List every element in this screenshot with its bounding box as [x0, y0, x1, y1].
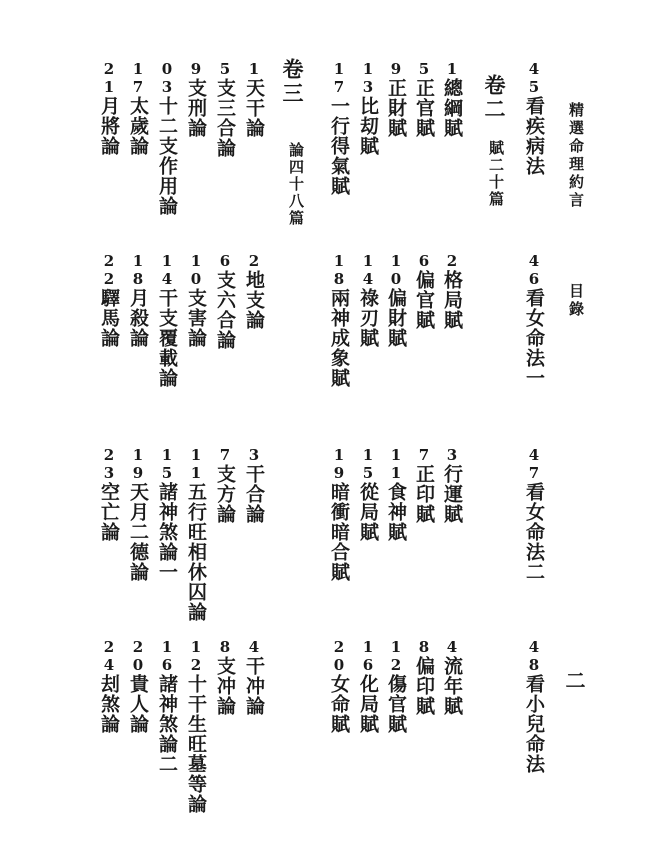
entry-number: 9: [387, 60, 405, 78]
toc-entry[interactable]: [186, 252, 205, 348]
toc-entry[interactable]: [358, 638, 377, 734]
entry-title: 諸神煞論二: [156, 674, 178, 774]
entry-title: 偏印賦: [413, 656, 435, 716]
entry-number: 48: [525, 638, 543, 674]
entry-number: 2: [245, 252, 263, 270]
book-title: 精選命理約言: [567, 102, 585, 210]
toc-entry[interactable]: [329, 446, 348, 582]
toc-entry[interactable]: [244, 60, 263, 138]
entry-number: 21: [100, 60, 118, 96]
entry-title: 十二支作用論: [156, 96, 178, 216]
entry-number: 03: [158, 60, 176, 96]
entry-number: 5: [216, 60, 234, 78]
toc-entry[interactable]: [186, 446, 205, 622]
volume-2-heading: 卷二: [482, 74, 507, 122]
toc-entry[interactable]: [215, 252, 234, 350]
entry-number: 7: [415, 446, 433, 464]
volume-3-note: 論四十八篇: [287, 142, 305, 227]
entry-title: 支冲論: [214, 656, 236, 716]
entry-number: 16: [158, 638, 176, 674]
entry-number: 3: [443, 446, 461, 464]
toc-entry[interactable]: [329, 60, 348, 196]
entry-title: 十干生旺墓等論: [185, 674, 207, 814]
toc-entry[interactable]: [128, 638, 147, 734]
entry-title: 支六合論: [214, 270, 236, 350]
entry-number: 1: [443, 60, 461, 78]
entry-title: 看小兒命法: [523, 674, 545, 774]
entry-number: 45: [525, 60, 543, 96]
toc-entry[interactable]: [524, 638, 543, 774]
entry-number: 19: [129, 446, 147, 482]
toc-entry[interactable]: [99, 446, 118, 542]
toc-entry[interactable]: [329, 252, 348, 388]
entry-number: 15: [158, 446, 176, 482]
entry-title: 總綱賦: [441, 78, 463, 138]
entry-number: 17: [330, 60, 348, 96]
toc-entry[interactable]: [386, 60, 405, 138]
entry-title: 支方論: [214, 464, 236, 524]
entry-number: 14: [158, 252, 176, 288]
entry-title: 一行得氣賦: [328, 96, 350, 196]
entry-title: 正財賦: [385, 78, 407, 138]
entry-title: 刦煞論: [98, 674, 120, 734]
entry-title: 女命賦: [328, 674, 350, 734]
entry-number: 23: [100, 446, 118, 482]
entry-number: 15: [359, 446, 377, 482]
entry-title: 食神賦: [385, 482, 407, 542]
entry-number: 3: [245, 446, 263, 464]
entry-number: 22: [100, 252, 118, 288]
entry-title: 偏財賦: [385, 288, 407, 348]
entry-title: 行運賦: [441, 464, 463, 524]
entry-title: 支三合論: [214, 78, 236, 158]
entry-number: 20: [129, 638, 147, 674]
toc-entry[interactable]: [442, 446, 461, 524]
toc-entry[interactable]: [358, 60, 377, 156]
toc-entry[interactable]: [215, 638, 234, 716]
toc-entry[interactable]: [524, 252, 543, 388]
entry-title: 支害論: [185, 288, 207, 348]
entry-title: 五行旺相休囚論: [185, 482, 207, 622]
toc-entry[interactable]: [157, 638, 176, 774]
entry-title: 從局賦: [357, 482, 379, 542]
entry-number: 1: [245, 60, 263, 78]
page-number: 二: [562, 670, 586, 690]
entry-number: 24: [100, 638, 118, 674]
entry-title: 驛馬論: [98, 288, 120, 348]
entry-title: 月將論: [98, 96, 120, 156]
entry-title: 看疾病法: [523, 96, 545, 176]
toc-entry[interactable]: [128, 446, 147, 582]
toc-entry[interactable]: [386, 638, 405, 734]
toc-entry[interactable]: [524, 446, 543, 582]
entry-title: 月殺論: [127, 288, 149, 348]
toc-entry[interactable]: [414, 252, 433, 330]
toc-entry[interactable]: [414, 446, 433, 524]
entry-number: 19: [330, 446, 348, 482]
entry-number: 11: [387, 446, 405, 482]
entry-title: 天月二德論: [127, 482, 149, 582]
entry-title: 化局賦: [357, 674, 379, 734]
toc-entry[interactable]: [442, 638, 461, 716]
entry-number: 46: [525, 252, 543, 288]
toc-entry[interactable]: [524, 60, 543, 176]
entry-title: 諸神煞論一: [156, 482, 178, 582]
toc-entry[interactable]: [157, 60, 176, 216]
entry-title: 干合論: [243, 464, 265, 524]
entry-title: 空亡論: [98, 482, 120, 542]
entry-title: 流年賦: [441, 656, 463, 716]
toc-entry[interactable]: [99, 60, 118, 156]
entry-number: 11: [187, 446, 205, 482]
entry-title: 正官賦: [413, 78, 435, 138]
entry-number: 5: [415, 60, 433, 78]
entry-number: 47: [525, 446, 543, 482]
entry-title: 太歲論: [127, 96, 149, 156]
toc-entry[interactable]: [128, 60, 147, 156]
toc-entry[interactable]: [157, 252, 176, 388]
entry-number: 9: [187, 60, 205, 78]
entry-number: 12: [187, 638, 205, 674]
toc-entry[interactable]: [99, 638, 118, 734]
entry-title: 天干論: [243, 78, 265, 138]
entry-title: 傷官賦: [385, 674, 407, 734]
section-label: 目錄: [567, 283, 585, 319]
entry-number: 13: [359, 60, 377, 96]
entry-number: 17: [129, 60, 147, 96]
entry-number: 8: [216, 638, 234, 656]
entry-title: 兩神成象賦: [328, 288, 350, 388]
entry-number: 14: [359, 252, 377, 288]
entry-title: 看女命法一: [523, 288, 545, 388]
entry-title: 干冲論: [243, 656, 265, 716]
toc-entry[interactable]: [442, 252, 461, 330]
entry-number: 16: [359, 638, 377, 674]
volume-3-heading: 卷三: [280, 58, 305, 106]
toc-entry[interactable]: [244, 638, 263, 716]
entry-title: 看女命法二: [523, 482, 545, 582]
volume-2-note: 賦二十篇: [487, 140, 505, 208]
entry-title: 支刑論: [185, 78, 207, 138]
entry-number: 7: [216, 446, 234, 464]
entry-title: 正印賦: [413, 464, 435, 524]
entry-number: 6: [415, 252, 433, 270]
toc-entry[interactable]: [358, 446, 377, 542]
entry-number: 4: [443, 638, 461, 656]
toc-entry[interactable]: [386, 252, 405, 348]
entry-title: 格局賦: [441, 270, 463, 330]
toc-entry[interactable]: [99, 252, 118, 348]
entry-title: 地支論: [243, 270, 265, 330]
entry-title: 比刧賦: [357, 96, 379, 156]
entry-number: 20: [330, 638, 348, 674]
toc-entry[interactable]: [414, 60, 433, 138]
toc-entry[interactable]: [358, 252, 377, 348]
entry-number: 10: [387, 252, 405, 288]
entry-number: 10: [187, 252, 205, 288]
entry-title: 暗衝暗合賦: [328, 482, 350, 582]
entry-number: 18: [330, 252, 348, 288]
entry-number: 8: [415, 638, 433, 656]
toc-entry[interactable]: [186, 638, 205, 814]
entry-title: 干支覆載論: [156, 288, 178, 388]
toc-entry[interactable]: [215, 446, 234, 524]
toc-entry[interactable]: [128, 252, 147, 348]
entry-number: 2: [443, 252, 461, 270]
toc-entry[interactable]: [215, 60, 234, 158]
toc-entry[interactable]: [414, 638, 433, 716]
entry-title: 偏官賦: [413, 270, 435, 330]
toc-entry[interactable]: [442, 60, 461, 138]
entry-number: 18: [129, 252, 147, 288]
entry-title: 祿刃賦: [357, 288, 379, 348]
toc-entry[interactable]: [186, 60, 205, 138]
entry-number: 6: [216, 252, 234, 270]
toc-entry[interactable]: [244, 252, 263, 330]
entry-title: 貴人論: [127, 674, 149, 734]
toc-entry[interactable]: [329, 638, 348, 734]
toc-entry[interactable]: [386, 446, 405, 542]
toc-entry[interactable]: [157, 446, 176, 582]
entry-number: 12: [387, 638, 405, 674]
toc-entry[interactable]: [244, 446, 263, 524]
entry-number: 4: [245, 638, 263, 656]
